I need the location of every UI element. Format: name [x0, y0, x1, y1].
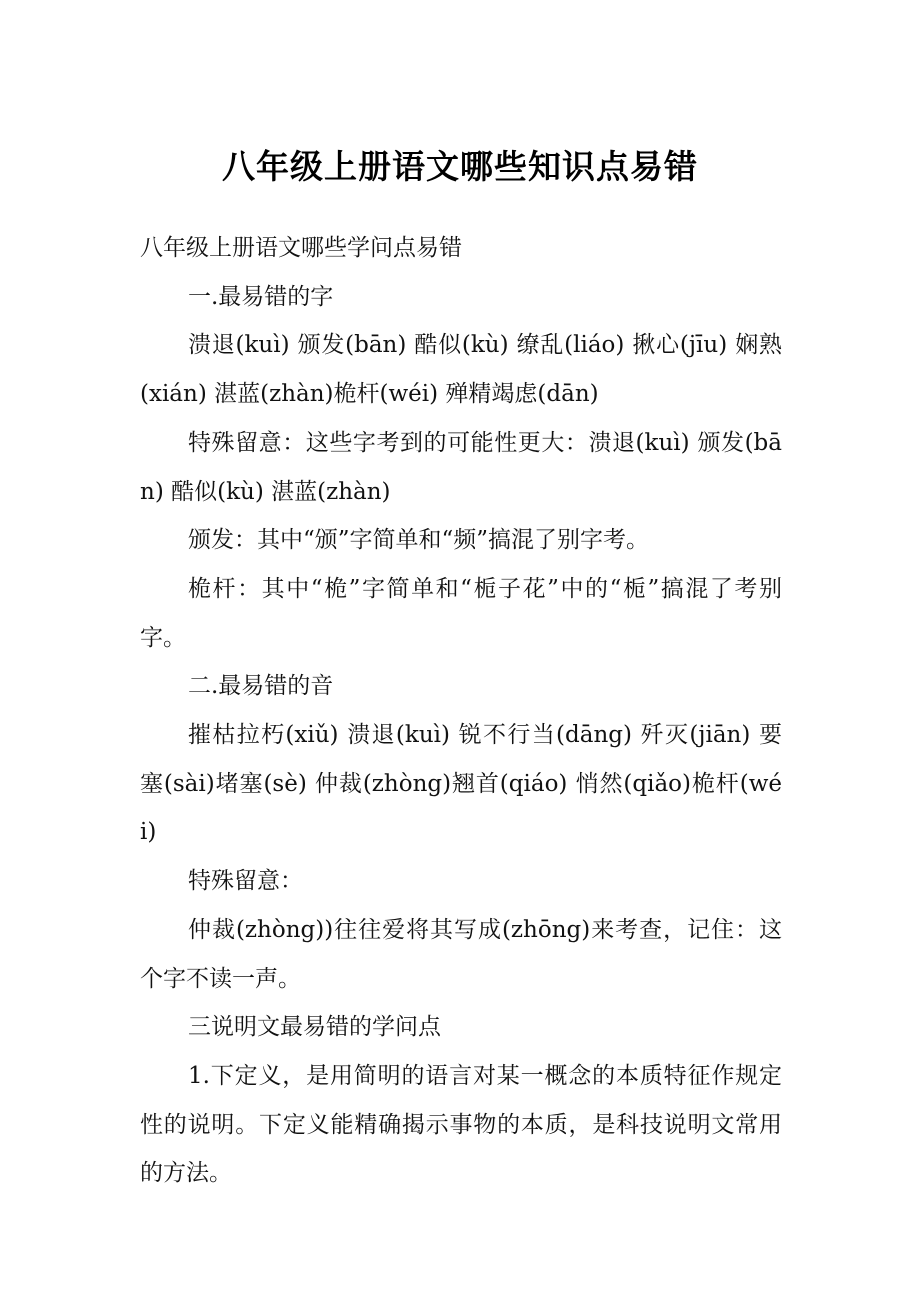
- paragraph: 特殊留意：: [188, 868, 303, 895]
- paragraph: 一.最易错的字: [188, 283, 334, 310]
- paragraph: 八年级上册语文哪些学问点易错: [140, 235, 462, 261]
- paragraph: 二.最易错的音: [188, 673, 334, 700]
- paragraph: 三说明文最易错的学问点: [188, 1014, 441, 1041]
- paragraph: 特殊留意：这些字考到的可能性更大：溃退(kuì) 颁发(bān) 酷似(kù) 湛蓝(zhàn): [140, 429, 782, 505]
- paragraph: 溃退(kuì) 颁发(bān) 酷似(kù) 缭乱(liáo) 揪心(jīu) 娴熟(xián) 湛蓝(zhàn)桅杆(wéi) 殚精竭虑(dān): [140, 332, 782, 408]
- paragraph: 仲裁(zhòng))往往爱将其写成(zhōng)来考查，记住：这个字不读一声。: [140, 916, 782, 992]
- paragraph: 1.下定义，是用简明的语言对某一概念的本质特征作规定性的说明。下定义能精确揭示事物的本质，是科技说明文常用的方法。: [140, 1062, 782, 1187]
- document-body: [140, 224, 782, 1198]
- paragraph: 摧枯拉朽(xiǔ) 溃退(kuì) 锐不行当(dāng) 歼灭(jiān) 要塞(sài)堵塞(sè) 仲裁(zhòng)翘首(qiáo) 悄然(qiǎo)桅杆(wéi): [140, 722, 782, 846]
- document-title: 八年级上册语文哪些知识点易错: [222, 147, 698, 186]
- paragraph: 颁发：其中“颁”字简单和“频”搞混了别字考。: [188, 527, 650, 554]
- paragraph: 桅杆：其中“桅”字简单和“栀子花”中的“栀”搞混了考别字。: [140, 575, 782, 651]
